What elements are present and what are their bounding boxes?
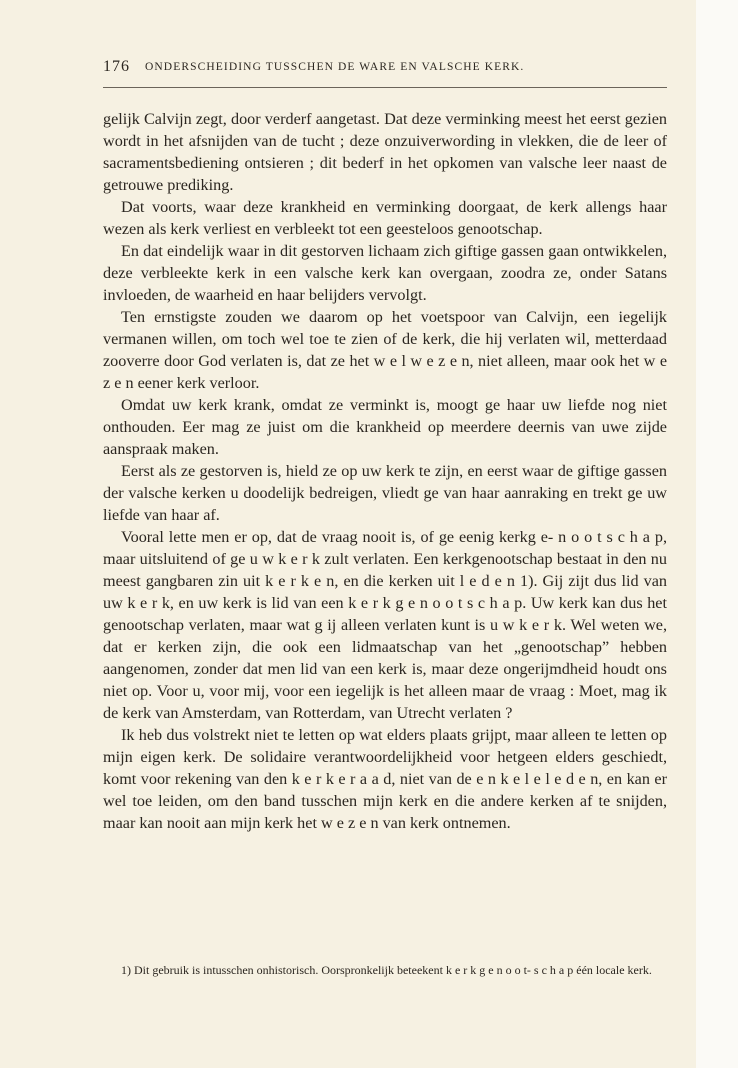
paragraph: gelijk Calvijn zegt, door verderf aangetast. Dat deze verminking meest het eerst gezien wordt in het afsnijden van de tucht ; deze onzuiverwording in vlekken, die de leer of sacramentsbediening ontsieren ; dit bederf in het opkomen van valsche leer naast de getrouwe prediking. [103,110,667,194]
footnote [103,962,663,979]
paragraph: Vooral lette men er op, dat de vraag nooit is, of ge eenig kerkg e- n o o t s c h a p, maar uitsluitend of ge u w k e r k zult verlaten. Een kerkgenootschap bestaat in den nu meest gangbaren zin uit k e r k e n, en die kerken uit l e d e n 1). Gij zijt dus lid van uw k e r k, en uw kerk is lid van een k e r k g e n o o t s c h a p. Uw kerk kan dus het genootschap verlaten, maar wat g ij alleen verlaten kunt is u w k e r k. Wel weten we, dat er kerken zijn, die ook een lidmaatschap van het „genootschap” hebben aangenomen, zonder dat men lid van een kerk is, maar deze ongerijmdheid houdt ons niet op. Voor u, voor mij, voor een iegelijk is het alleen maar de vraag : Moet, mag ik de kerk van Amsterdam, van Rotterdam, van Utrecht verlaten ? [103,528,667,722]
paragraph: Ten ernstigste zouden we daarom op het voetspoor van Calvijn, een iegelijk vermanen willen, om toch wel toe te zien of de kerk, die hij verlaten wil, metterdaad zooverre door God verlaten is, dat ze het w e l w e z e n, niet alleen, maar ook het w e z e n eener kerk verloor. [103,308,667,392]
body-text [103,108,667,834]
paragraph: Eerst als ze gestorven is, hield ze op uw kerk te zijn, en eerst waar de giftige gassen der valsche kerken u doodelijk bedreigen, vliedt ge van haar aanraking en trekt ge uw liefde van haar af. [103,462,667,524]
paragraph: Omdat uw kerk krank, omdat ze verminkt is, moogt ge haar uw liefde nog niet onthouden. Eer mag ze juist om die krankheid op meerdere deernis van uwe zijde aanspraak maken. [103,396,667,458]
footnote-text: 1) Dit gebruik is intusschen onhistorisch. Oorspronkelijk beteekent k e r k g e n o o t- s c h a p één locale kerk. [121,963,652,977]
page-number: 176 [103,58,130,75]
header-rule [103,87,667,88]
running-title: ONDERSCHEIDING TUSSCHEN DE WARE EN VALSCHE KERK. [145,61,525,73]
running-header [103,58,663,80]
page-edge [696,0,738,1068]
paragraph: Ik heb dus volstrekt niet te letten op wat elders plaats grijpt, maar alleen te letten op mijn eigen kerk. De solidaire verantwoordelijkheid voor hetgeen elders geschiedt, komt voor rekening van den k e r k e r a a d, niet van de e n k e l e l e d e n, en kan er wel toe leiden, om den band tusschen mijn kerk en die andere kerken af te snijden, maar kan nooit aan mijn kerk het w e z e n van kerk ontnemen. [103,726,667,832]
paragraph: En dat eindelijk waar in dit gestorven lichaam zich giftige gassen gaan ontwikkelen, deze verbleekte kerk in een valsche kerk kan overgaan, zoodra ze, onder Satans invloeden, de waarheid en haar belijders vervolgt. [103,242,667,304]
paragraph: Dat voorts, waar deze krankheid en verminking doorgaat, de kerk allengs haar wezen als kerk verliest en verbleekt tot een geesteloos genootschap. [103,198,667,238]
